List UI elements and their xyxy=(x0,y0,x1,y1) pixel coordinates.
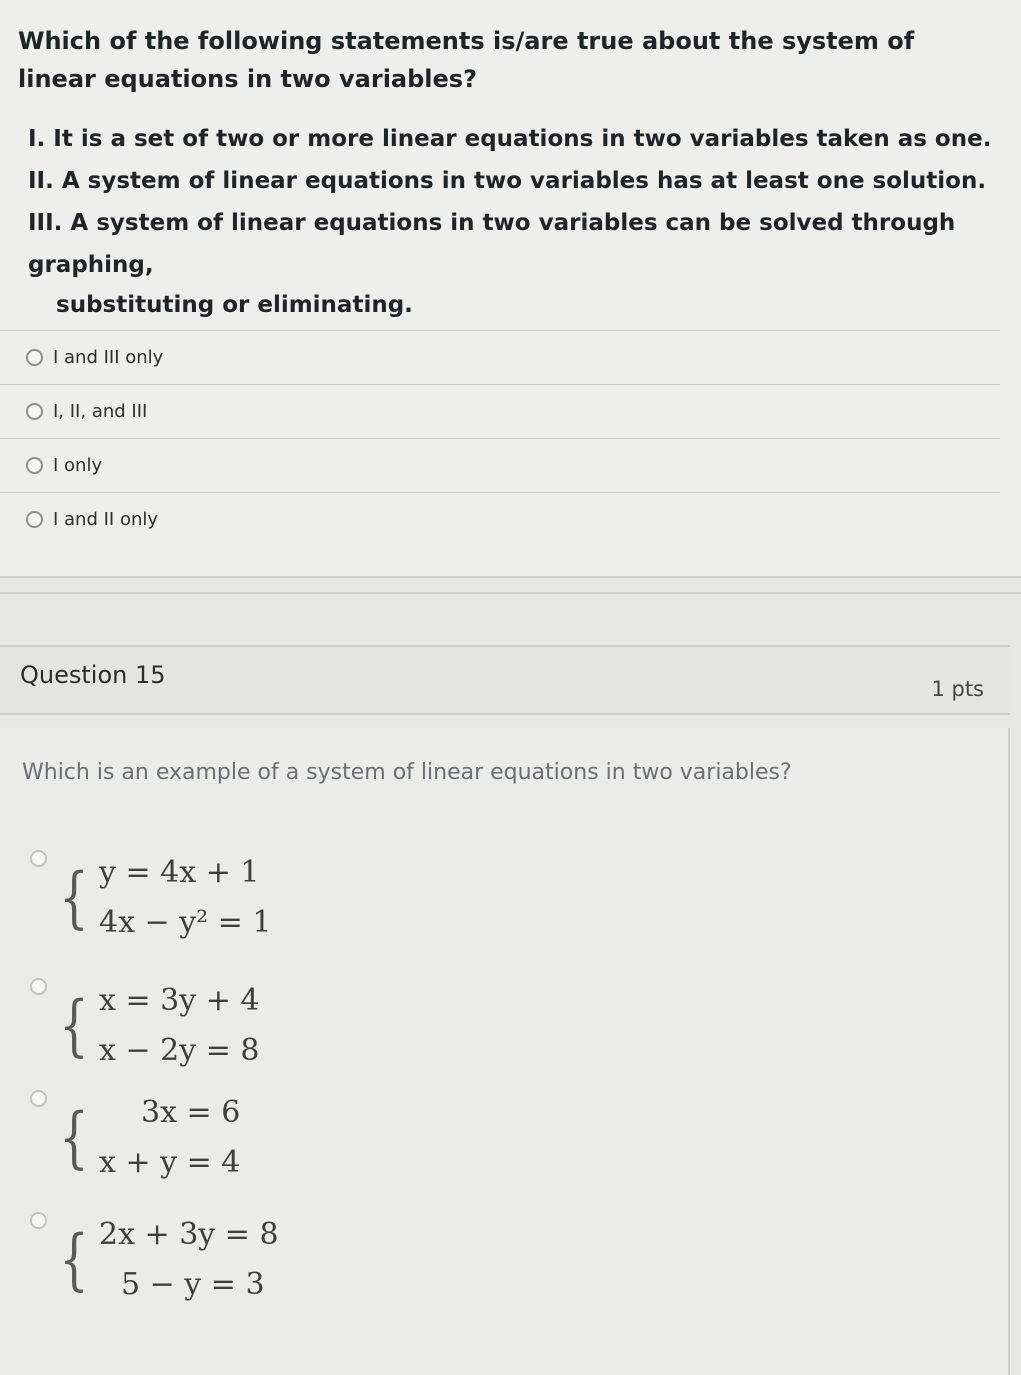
answer-list xyxy=(0,330,1000,546)
radio-button[interactable] xyxy=(30,978,47,995)
question-points: 1 pts xyxy=(931,677,984,701)
answer-option-2[interactable] xyxy=(30,976,259,1076)
answer-option-3[interactable] xyxy=(0,438,1000,492)
question-15-body xyxy=(0,728,1010,1375)
equation: 4x − y² = 1 xyxy=(99,905,272,940)
brace-icon: { xyxy=(59,1221,89,1298)
radio-button[interactable] xyxy=(26,511,43,528)
equation: x − 2y = 8 xyxy=(99,1033,260,1068)
answer-option-4[interactable] xyxy=(0,492,1000,546)
answer-option-2[interactable] xyxy=(0,384,1000,438)
equation: 3x = 6 xyxy=(141,1095,241,1130)
brace-icon: { xyxy=(59,1099,89,1176)
equation: x = 3y + 4 xyxy=(99,983,260,1018)
answer-option-4[interactable] xyxy=(30,1210,279,1310)
answer-label: I only xyxy=(53,455,103,476)
brace-icon: { xyxy=(59,859,89,936)
answer-label: I and II only xyxy=(53,509,159,530)
question-14-prompt: Which of the following statements is/are true about the system of linear equations in two variables? xyxy=(18,27,915,93)
statement-list xyxy=(28,118,1013,324)
answer-option-1[interactable] xyxy=(30,848,272,948)
equation: x + y = 4 xyxy=(99,1145,241,1180)
radio-button[interactable] xyxy=(30,1090,47,1107)
answer-label: I, II, and III xyxy=(53,401,148,422)
question-15-header xyxy=(0,645,1010,715)
radio-button[interactable] xyxy=(26,349,43,366)
radio-button[interactable] xyxy=(30,1212,47,1229)
question-title: Question 15 xyxy=(20,661,166,689)
question-15-prompt: Which is an example of a system of linear equations in two variables? xyxy=(22,760,792,785)
radio-button[interactable] xyxy=(26,403,43,420)
answer-option-1[interactable] xyxy=(0,330,1000,384)
brace-icon: { xyxy=(59,987,89,1064)
statement-2: II. A system of linear equations in two variables has at least one solution. xyxy=(28,168,987,194)
equation: 2x + 3y = 8 xyxy=(99,1217,279,1252)
equation: 5 − y = 3 xyxy=(121,1267,265,1302)
question-14-panel xyxy=(0,0,1021,578)
divider xyxy=(0,576,1021,578)
statement-3: III. A system of linear equations in two variables can be solved through graphing, xyxy=(28,210,956,278)
statement-3-continued: substituting or eliminating. xyxy=(56,292,413,318)
radio-button[interactable] xyxy=(26,457,43,474)
statement-1: I. It is a set of two or more linear equations in two variables taken as one. xyxy=(28,126,992,152)
radio-button[interactable] xyxy=(30,850,47,867)
answer-option-3[interactable] xyxy=(30,1088,240,1188)
divider xyxy=(0,592,1021,594)
answer-label: I and III only xyxy=(53,347,164,368)
equation: y = 4x + 1 xyxy=(99,855,260,890)
